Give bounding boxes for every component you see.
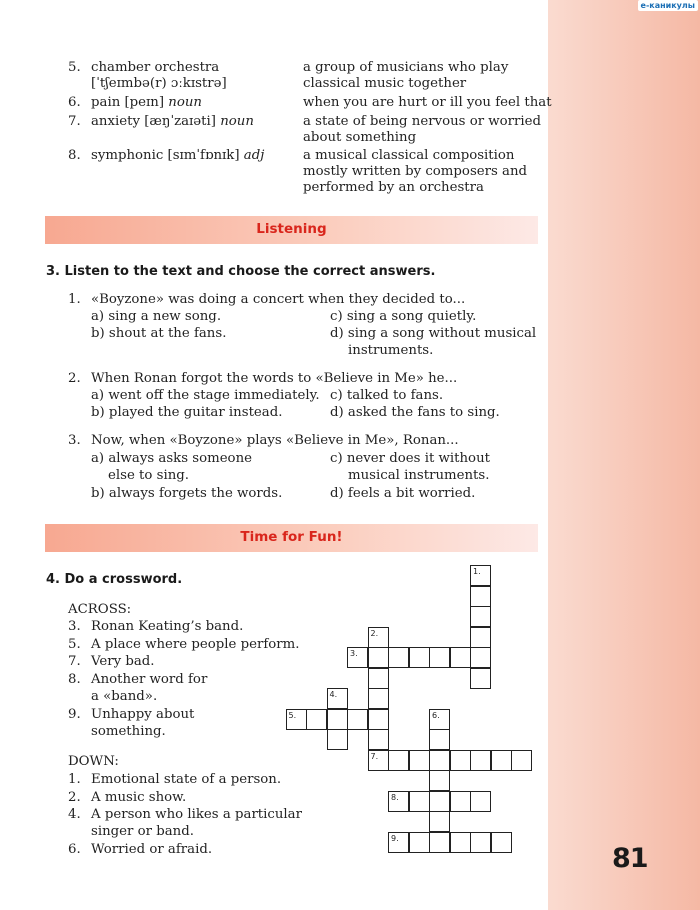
answer-option: d) asked the fans to sing. [330,405,500,420]
crossword-cell[interactable] [388,791,409,812]
crossword-cell[interactable] [409,750,430,771]
crossword-cell[interactable] [450,791,471,812]
clue-text: Emotional state of a person. [91,772,282,787]
crossword-cell[interactable] [409,647,430,668]
crossword-cell[interactable] [429,770,450,791]
vocab-part-of-speech: adj [243,148,265,163]
task-4-instruction: 4. Do a crossword. [46,572,183,587]
vocab-definition: about something [303,130,417,145]
crossword-clue-number: 8. [391,792,399,802]
crossword-cell[interactable] [388,750,409,771]
vocab-definition: when you are hurt or ill you feel that [303,95,552,110]
clue-text-continued: singer or band. [91,824,194,839]
answer-option: a) sing a new song. [91,309,222,324]
crossword-cell[interactable] [388,832,409,853]
crossword-cell[interactable] [470,565,491,586]
clue-number: 2. [68,790,81,805]
answer-option: a) always asks someone [91,451,252,466]
crossword-cell[interactable] [306,709,327,730]
clue-text: Worried or afraid. [91,842,213,857]
answer-option: c) never does it without [330,451,490,466]
vocab-definition: a state of being nervous or worried [303,114,542,129]
clue-number: 3. [68,619,81,634]
crossword-cell[interactable] [327,688,348,709]
vocab-term-line [91,114,254,130]
crossword-cell[interactable] [388,647,409,668]
clue-text: Another word for [91,672,208,687]
vocab-part-of-speech: noun [220,114,254,129]
clue-text: Ronan Keating’s band. [91,619,244,634]
crossword-cell[interactable] [450,750,471,771]
answer-option: d) sing a song without musical [330,326,537,341]
clue-text: A music show. [91,790,187,805]
clue-text: Very bad. [91,654,155,669]
vocab-number: 8. [68,148,81,163]
crossword-cell[interactable] [409,791,430,812]
answer-option-continued: musical instruments. [348,468,490,483]
section-title: Time for Fun! [240,529,343,545]
clue-number: 9. [68,707,81,722]
crossword-cell[interactable] [286,709,307,730]
answer-option: b) played the guitar instead. [91,405,283,420]
vocab-term: pain [peɪn] [91,95,165,110]
down-heading: DOWN: [68,754,119,769]
crossword-cell[interactable] [470,832,491,853]
question-number: 1. [68,292,81,307]
crossword-cell[interactable] [491,750,512,771]
clue-text: A place where people perform. [91,637,300,652]
vocab-term-line [91,148,264,164]
vocab-definition: a musical classical composition [303,148,515,163]
crossword-clue-number: 2. [370,628,379,638]
crossword-clue-number: 1. [473,567,481,576]
answer-option: c) talked to fans. [330,388,444,403]
crossword-cell[interactable] [470,668,491,689]
crossword-cell[interactable] [368,750,389,771]
answer-option: b) shout at the fans. [91,326,227,341]
page-margin-band [548,0,700,910]
crossword-clue-number: 3. [350,649,358,658]
question-text: «Boyzone» was doing a concert when they decided to... [91,292,466,307]
crossword-cell[interactable] [511,750,532,771]
crossword-cell[interactable] [347,647,368,668]
crossword-cell[interactable] [470,791,491,812]
vocab-term: anxiety [æŋˈzaɪəti] [91,114,216,129]
section-band-listening [45,216,538,244]
question-number: 3. [68,433,81,448]
clue-text-continued: something. [91,724,166,739]
answer-option: b) always forgets the words. [91,486,283,501]
crossword-cell[interactable] [470,606,491,627]
crossword-clue-number: 4. [329,690,338,699]
crossword-cell[interactable] [368,729,389,750]
clue-number: 1. [68,772,81,787]
crossword-cell[interactable] [429,729,450,750]
clue-text: A person who likes a particular [91,807,302,822]
task-3-instruction: 3. Listen to the text and choose the correct answers. [46,264,436,279]
crossword-cell[interactable] [429,791,450,812]
crossword-cell[interactable] [347,709,368,730]
crossword-cell[interactable] [368,627,389,648]
vocab-part-of-speech: noun [168,95,202,110]
crossword-clue-number: 7. [370,751,379,761]
vocab-definition: classical music together [303,76,467,91]
question-text: Now, when «Boyzone» plays «Believe in Me», Ronan... [91,433,459,448]
crossword-cell[interactable] [491,832,512,853]
crossword-clue-number: 5. [288,710,297,720]
crossword-cell[interactable] [368,688,389,709]
crossword-cell[interactable] [368,668,389,689]
vocab-term: symphonic [sɪmˈfɒnɪk] [91,148,240,163]
crossword-cell[interactable] [429,647,450,668]
crossword-clue-number: 9. [391,833,399,843]
section-title: Listening [256,221,327,237]
clue-number: 8. [68,672,81,687]
vocab-term: chamber orchestra [91,60,220,75]
clue-number: 5. [68,637,81,652]
crossword-cell[interactable] [429,832,450,853]
answer-option: a) went off the stage immediately. [91,388,320,403]
crossword-cell[interactable] [409,832,430,853]
page-number: 81 [612,843,648,874]
crossword-cell[interactable] [470,647,491,668]
question-text: When Ronan forgot the words to «Believe in Me» he... [91,371,458,386]
crossword-cell[interactable] [429,750,450,771]
vocab-definition: a group of musicians who play [303,60,509,75]
crossword-cell[interactable] [429,811,450,832]
crossword-cell[interactable] [429,709,450,730]
answer-option-continued: else to sing. [108,468,189,483]
vocab-number: 5. [68,60,81,75]
clue-number: 6. [68,842,81,857]
crossword-cell[interactable] [327,709,348,730]
crossword-cell[interactable] [327,729,348,750]
publisher-logo: e-каникулы [638,0,698,11]
clue-text-continued: a «band». [91,689,158,704]
vocab-definition: performed by an orchestra [303,180,484,195]
crossword-clue-number: 6. [432,710,440,720]
across-heading: ACROSS: [68,602,132,617]
crossword-cell[interactable] [368,709,389,730]
vocab-number: 7. [68,114,81,129]
vocab-number: 6. [68,95,81,110]
crossword-cell[interactable] [450,832,471,853]
vocab-transcription: [ˈtʃeɪmbə(r) ɔːkɪstrə] [91,76,227,91]
answer-option-continued: instruments. [348,343,434,358]
clue-number: 7. [68,654,81,669]
answer-option: c) sing a song quietly. [330,309,477,324]
crossword-cell[interactable] [470,750,491,771]
crossword-cell[interactable] [368,647,389,668]
crossword-cell[interactable] [470,586,491,607]
crossword-cell[interactable] [450,647,471,668]
crossword-cell[interactable] [470,627,491,648]
clue-text: Unhappy about [91,707,195,722]
vocab-term-line [91,95,202,111]
clue-number: 4. [68,807,81,822]
answer-option: d) feels a bit worried. [330,486,476,501]
vocab-definition: mostly written by composers and [303,164,528,179]
section-band-time-for-fun [45,524,538,552]
question-number: 2. [68,371,81,386]
